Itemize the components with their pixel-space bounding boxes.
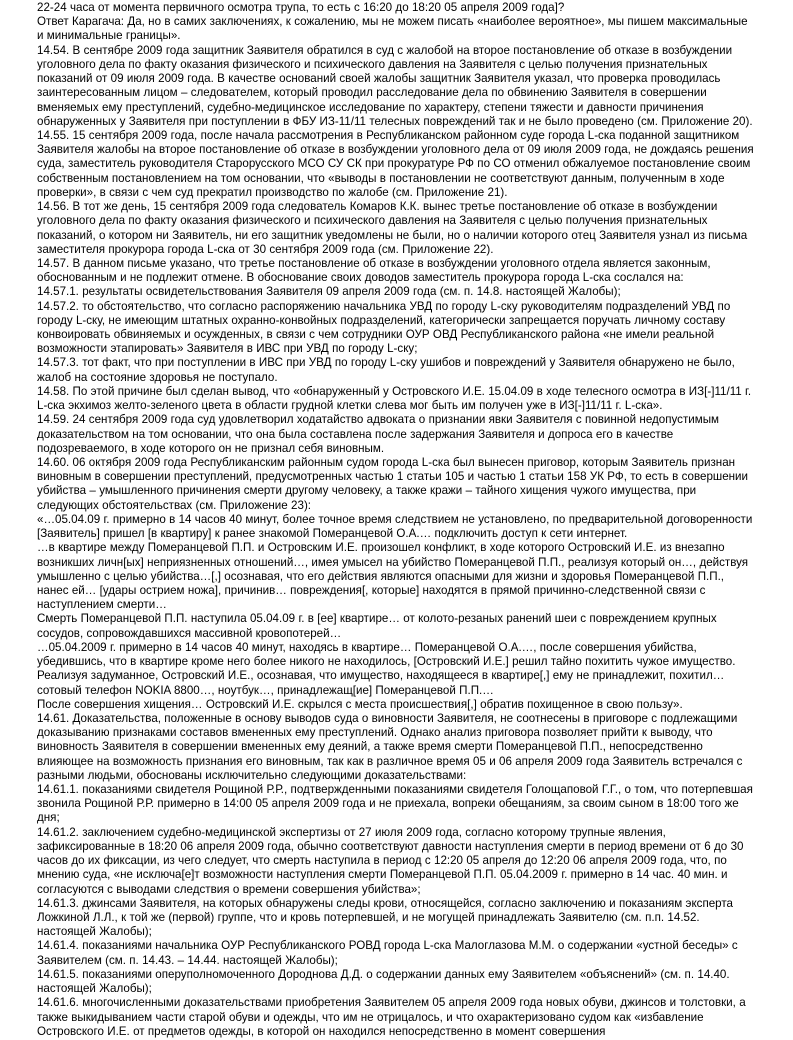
document-text-body <box>37 1 756 1039</box>
paragraph-verdict-quote-3: Смерть Померанцевой П.П. наступила 05.04.09 г. в [ее] квартире… от колото-резаных ранений шеи с повреждением крупных сосудов, сопровождавшихся массивной кровопотерей… <box>37 612 720 640</box>
paragraph-14-61-1: 14.61.1. показаниями свидетеля Рощиной Р.Р., подтвержденными показаниями свидетеля Голощаповой Г.Г., о том, что потерпевшая звонила Рощиной Р.Р. примерно в 14:00 05 апреля 2009 года и не приехала, вопреки обещаниям, за своим сыном в 18:00 того же дня; <box>37 783 757 825</box>
paragraph-14-61-2: 14.61.2. заключением судебно-медицинской экспертизы от 27 июля 2009 года, согласно которому трупные явления, зафиксированные в 18:20 06 апреля 2009 года, обычно соответствуют давности наступления смерти в период времени от 6 до 30 часов до их фиксации, из чего следует, что смерть наступила в период с 12:20 05 апреля до 12:20 06 апреля 2009 года, что, по мнению суда, «не исключа[е]т возможности наступления смерти Померанцевой П.П. 05.04.2009 г. примерно в 14 час. 40 мин. и согласуются с выводами следствия о времени совершения убийства»; <box>37 825 747 896</box>
paragraph-14-57-1: 14.57.1. результаты освидетельствования Заявителя 09 апреля 2009 года (см. п. 14.8. настоящей Жалобы); <box>37 285 621 299</box>
paragraph-14-57: 14.57. В данном письме указано, что третье постановление об отказе в возбуждении уголовного отдела является законным, обоснованным и не подлежит отмене. В обоснование своих доводов заместитель прокурора города L-ска сослался на: <box>37 256 714 285</box>
paragraph-14-61-5: 14.61.5. показаниями оперуполномоченного Дороднова Д.Д. о содержании данных ему Заявителем «объяснений» (см. п. 14.40. настоящей Жалобы); <box>37 967 733 996</box>
paragraph-14-54: 14.54. В сентябре 2009 года защитник Заявителя обратился в суд с жалобой на второе постановление об отказе в возбуждении уголовного дела по факту оказания физического и психического давления на Заявителя с целью получения признательных показаний от 09 июля 2009 года. В качестве оснований своей жалобы защитник Заявителя указал, что проверка проводилась заинтересованным лицом – следователем, который проводил расследование дела по обвинению Заявителя в совершении вменяемых ему преступлений, судебно-медицинское исследование по характеру, степени тяжести и давности причинения обнаруженных у Заявителя при поступлении в ФБУ ИЗ-11/11 телесных повреждений так и не было проведено (см. Приложение 20). <box>37 43 753 128</box>
paragraph-14-59: 14.59. 24 сентября 2009 года суд удовлетворил ходатайство адвоката о признании явки Заявителя с повинной недопустимым доказательством на том основании, что она была составлена после задержания Заявителя и допроса его в качестве подозреваемого, в ходе которого он не признал себя виновным. <box>37 413 723 455</box>
paragraph-14-57-2: 14.57.2. то обстоятельство, что согласно распоряжению начальника УВД по городу L-ску руководителям подразделений УВД по городу L-ску, не имеющим штатных охранно-конвойных подразделений, категорически запрещается поручать личному составу конвоировать обвиняемых и осужденных, в связи с чем сотрудники ОУР ОВД Республиканского района «не имели реальной возможности этапировать» Заявителя в ИВС при УВД по городу L-ску; <box>37 299 734 356</box>
paragraph-answer-karagach: Ответ Карагача: Да, но в самих заключениях, к сожалению, мы не можем писать «наиболее вероятное», мы пишем максимальные и минимальные границы». <box>37 15 751 43</box>
paragraph-14-61-4: 14.61.4. показаниями начальника ОУР Республиканского РОВД города L-ска Малоглазова М.М. о содержании «устной беседы» с Заявителем (см. п. 14.43. – 14.44. настоящей Жалобы); <box>37 939 742 967</box>
paragraph-14-61: 14.61. Доказательства, положенные в основу выводов суда о виновности Заявителя, не соотнесены в приговоре с подлежащими доказыванию признаками составов вмененных ему преступлений. Однако анализ приговора позволяет прийти к выводу, что виновность Заявителя в совершении вмененных ему деяний, а также время смерти Померанцевой П.П., непосредственно влияющее на возможность признания его виновным, так как в различное время 05 и 06 апреля 2009 года Заявитель встречался с разными людьми, обоснованы исключительно следующими доказательствами: <box>37 711 746 782</box>
paragraph-verdict-quote-5: После совершения хищения… Островский И.Е. скрылся с места происшествия[,] обратив похищенное в свою пользу». <box>37 697 683 711</box>
paragraph-14-57-3: 14.57.3. тот факт, что при поступлении в ИВС при УВД по городу L-ску ушибов и повреждений у Заявителя обнаружено не было, жалоб на состояние здоровья не поступало. <box>37 356 739 384</box>
paragraph-verdict-quote-1: «…05.04.09 г. примерно в 14 часов 40 минут, более точное время следствием не установлено, по предварительной договоренности [Заявитель] пришел [в квартиру] к ранее знакомой Померанцевой О.А.… подключить доступ к сети интернет. <box>37 512 756 541</box>
paragraph-verdict-quote-2: …в квартире между Померанцевой П.П. и Островским И.Е. произошел конфликт, в ходе которого Островский И.Е. из внезапно возникших личн[ых] неприязненных отношений…, имея умысел на убийство Померанцевой П.П., реализуя который он…, действуя умышленно с целью убийства…[,] осознавая, что его действия являются опасными для жизни и здоровья Померанцевой П.П., нанес ей… [удары острием ножа], причинив… повреждения[, которые] находятся в прямой причинно-следственной связи с наступлением смерти… <box>37 541 752 612</box>
paragraph-14-55: 14.55. 15 сентября 2009 года, после начала рассмотрения в Республиканском районном суде города L-ска поданной защитником Заявителя жалобы на второе постановление об отказе в возбуждении уголовного дела от 09 июля 2009 года, не дождаясь решения суда, заместитель руководителя Старорусского МСО СУ СК при прокуратуре РФ по СО отменил обжалуемое постановление своим собственным постановлением на том основании, что «выводы в постановлении не соответствуют данным, полученным в ходе проверки», в связи с чем суд прекратил производство по жалобе (см. Приложение 21). <box>37 128 757 199</box>
paragraph-14-61-3: 14.61.3. джинсами Заявителя, на которых обнаружены следы крови, относящейся, согласно заключению и показаниям эксперта Ложкиной Л.Л., к той же (первой) группе, что и кровь потерпевшей, и не могущей принадлежать Заявителю (см. п.п. 14.52. настоящей Жалобы); <box>37 896 737 939</box>
paragraph-14-61-6: 14.61.6. многочисленными доказательствами приобретения Заявителем 05 апреля 2009 года новых обуви, джинсов и толстовки, а также выкидыванием части старой обуви и одежды, что им не отрицалось, и что охарактеризовано судом как «избавление Островского И.Е. от предметов одежды, в которой он находился непосредственно в момент совершения <box>37 996 749 1038</box>
paragraph-verdict-quote-4: …05.04.2009 г. примерно в 14 часов 40 минут, находясь в квартире… Померанцевой О.А.…, после совершения убийства, убедившись, что в квартире кроме него более никого не находилось, [Островский И.Е.] решил тайно похитить чужое имущество. Реализуя задуманное, Островский И.Е., осознавая, что имущество, находящееся в квартире[,] ему не принадлежит, похитил… сотовый телефон NOKIA 8800…, ноутбук…, принадлежащ[ие] Померанцевой П.П.… <box>37 640 739 697</box>
paragraph-continuation-question: 22-24 часа от момента первичного осмотра трупа, то есть с 16:20 до 18:20 05 апреля 2009 года]? <box>37 1 565 14</box>
paragraph-14-58: 14.58. По этой причине был сделан вывод, что «обнаруженный у Островского И.Е. 15.04.09 в ходе телесного осмотра в ИЗ[-]11/11 г. L-ска экхимоз желто-зеленого цвета в области грудной клетки слева мог быть им получен уже в ИЗ[-]11/11 г. L-ска». <box>37 384 755 413</box>
paragraph-14-60: 14.60. 06 октября 2009 года Республиканским районным судом города L-ска был вынесен приговор, которым Заявитель признан виновным в совершении преступлений, предусмотренных частью 1 статьи 105 и частью 1 статьи 158 УК РФ, то есть в совершении убийства – умышленного причинения смерти другому человеку, а также кражи – тайного хищения чужого имущества, при следующих обстоятельствах (см. Приложение 23): <box>37 456 752 512</box>
paragraph-14-56: 14.56. В тот же день, 15 сентября 2009 года следователь Комаров К.К. вынес третье постановление об отказе в возбуждении уголовного дела по факту оказания физического и психического давления на Заявителя с целью получения признательных показаний, о котором ни Заявитель, ни его защитник уведомлены не были, но о наличии которого отец Заявителя узнал из письма заместителя прокурора города L-ска от 30 сентября 2009 года (см. Приложение 22). <box>37 200 751 256</box>
